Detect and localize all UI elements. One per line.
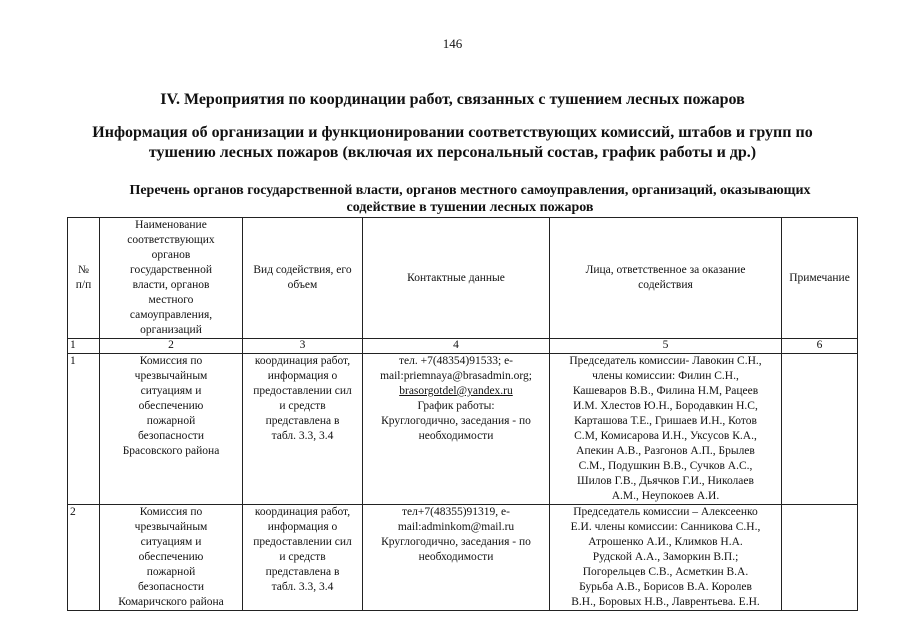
table-header-row (68, 218, 858, 339)
column-number: 2 (100, 339, 243, 354)
text-line: Бурьба А.В., Борисов В.А. Королев (579, 581, 752, 593)
column-number: 3 (243, 339, 363, 354)
text-line: государственной (130, 264, 212, 276)
text-line: Атрошенко А.И., Климков Н.А. (588, 536, 743, 548)
section-title: IV. Мероприятия по координации работ, связанных с тушением лесных пожаров (160, 91, 745, 108)
text-line: ситуациям и (140, 385, 202, 397)
column-number: 6 (782, 339, 858, 354)
text-line: п/п (75, 279, 92, 291)
text-line: Брасовского района (122, 445, 220, 457)
table-row (68, 505, 858, 611)
text-line: чрезвычайным (134, 521, 208, 533)
text-line: Апекин А.В., Разгонов А.П., Брылев (576, 445, 755, 457)
row-assistance-kind (243, 505, 363, 611)
text-line: Информация об организации и функционировании соответствующих комиссий, штабов и групп по (92, 124, 813, 141)
text-line: Комиссия по (139, 506, 203, 518)
text-line: обеспечению (138, 400, 204, 412)
text-line: представлена в (265, 566, 340, 578)
text-line: № (78, 264, 89, 276)
text-line: информация о (267, 521, 338, 533)
text-line: табл. 3.3, 3.4 (271, 430, 334, 442)
text-line: органов (151, 249, 191, 261)
text-line: mail:priemnaya@brasadmin.org; (380, 370, 532, 382)
text-line: пожарной (146, 566, 196, 578)
text-line: безопасности (137, 430, 204, 442)
text-line: власти, органов (132, 279, 210, 291)
text-line: объем (287, 279, 318, 291)
row-responsible-persons (550, 354, 782, 505)
text-line: пожарной (146, 415, 196, 427)
text-line: Лица, ответственное за оказание (585, 264, 746, 276)
text-line: Примечание (789, 271, 850, 284)
text-line: необходимости (418, 551, 494, 563)
text-line: тел. +7(48354)91533; e- (398, 355, 514, 367)
header-num (68, 218, 100, 339)
text-line: содействия (638, 279, 693, 291)
text-line: необходимости (418, 430, 494, 442)
text-line: чрезвычайным (134, 370, 208, 382)
row-contacts (363, 505, 550, 611)
header-assistance-kind (243, 218, 363, 339)
row-assistance-kind (243, 354, 363, 505)
row-responsible-persons (550, 505, 782, 611)
text-line: Круглогодично, заседания - по (381, 415, 531, 427)
column-number: 4 (363, 339, 550, 354)
column-number: 1 (68, 339, 100, 354)
text-line: местного (148, 294, 194, 306)
text-line: соответствующих (127, 234, 215, 246)
text-line: Председатель комиссии- Лавокин С.Н., (569, 355, 762, 367)
assistance-table (67, 217, 858, 611)
text-line: обеспечению (138, 551, 204, 563)
text-line: Карташова Т.Е., Гришаев И.Н., Котов (574, 415, 757, 427)
text-line: и средств (279, 400, 326, 412)
text-line: В.Н., Боровых Н.В., Лаврентьева. Е.Н. (571, 596, 760, 608)
text-line: самоуправления, (129, 309, 213, 321)
text-line: тушению лесных пожаров (включая их персональный состав, график работы и др.) (148, 144, 757, 161)
text-line: Комаричского района (118, 596, 224, 608)
text-line: предоставлении сил (253, 536, 352, 548)
page-number: 146 (442, 36, 463, 51)
text-line: координация работ, (254, 355, 351, 367)
text-line: Рудской А.А., Заморкин В.П.; (592, 551, 739, 563)
header-organization (100, 218, 243, 339)
column-number: 5 (550, 339, 782, 354)
header-responsible-persons (550, 218, 782, 339)
text-line: Контактные данные (407, 271, 505, 284)
contacts-email-link[interactable]: brasorgotdel@yandex.ru (399, 385, 513, 397)
text-line: Перечень органов государственной власти, органов местного самоуправления, организаций, оказывающих (129, 183, 811, 198)
row-organization (100, 354, 243, 505)
text-line: Наименование (135, 219, 207, 231)
contacts-phone-email (365, 354, 547, 384)
text-line: координация работ, (254, 506, 351, 518)
text-line: табл. 3.3, 3.4 (271, 581, 334, 593)
text-line: И.М. Хлестов Ю.Н., Бородавкин Н.С, (573, 400, 758, 412)
text-line: А.М., Неупокоев А.И. (611, 490, 720, 502)
row-contacts (363, 354, 550, 505)
text-line: Шилов Г.В., Дьячков Г.И., Николаев (577, 475, 754, 487)
text-line: ситуациям и (140, 536, 202, 548)
contacts-schedule (365, 399, 547, 444)
text-line: Комиссия по (139, 355, 203, 367)
text-line: Погорельцев С.В., Асметкин В.А. (582, 566, 749, 578)
header-contacts (363, 218, 550, 339)
header-note (782, 218, 858, 339)
text-line: Круглогодично, заседания - по (381, 536, 531, 548)
text-line: С.М, Комисарова И.Н., Уксусов К.А., (574, 430, 757, 442)
text-line: члены комиссии: Филин С.Н., (592, 370, 739, 382)
text-line: Председатель комиссии – Алексеенко (573, 506, 758, 518)
text-line: График работы: (417, 400, 495, 412)
row-note (782, 354, 858, 505)
text-line: тел+7(48355)91319, e- (402, 506, 510, 518)
table-caption (90, 182, 850, 216)
text-line: С.М., Подушкин В.В., Сучков А.С., (578, 460, 753, 472)
text-line: mail:adminkom@mail.ru (397, 521, 515, 533)
document-subtitle (60, 123, 845, 163)
row-number: 1 (68, 354, 100, 505)
text-line: информация о (267, 370, 338, 382)
table-row (68, 354, 858, 505)
row-organization (100, 505, 243, 611)
text-line: Кашеваров В.В., Филина Н.М, Рацеев (572, 385, 759, 397)
text-line: Вид содействия, его (253, 264, 352, 276)
text-line: безопасности (137, 581, 204, 593)
text-line: организаций (140, 324, 202, 336)
row-number: 2 (68, 505, 100, 611)
row-note (782, 505, 858, 611)
column-numbers-row (68, 339, 858, 354)
text-line: и средств (279, 551, 326, 563)
text-line: Е.И. члены комиссии: Санникова С.Н., (570, 521, 761, 533)
text-line: предоставлении сил (253, 385, 352, 397)
text-line: содействие в тушении лесных пожаров (346, 200, 594, 215)
text-line: представлена в (265, 415, 340, 427)
